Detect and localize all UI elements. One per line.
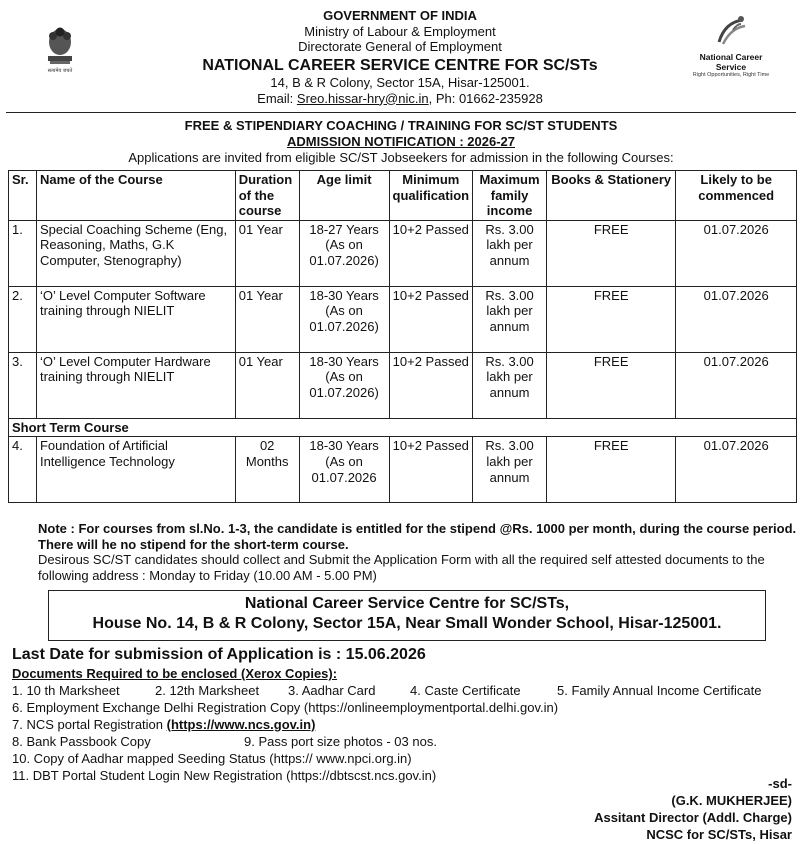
note-bold: Note : For courses from sl.No. 1-3, the candidate is entitled for the stipend @Rs. 1000 per month, during the course period. There will he no stipend for the short-term course.: [38, 521, 797, 552]
ministry-name: Ministry of Labour & Employment: [304, 23, 496, 39]
centre-address: 14, B & R Colony, Sector 15A, Hisar-125001.: [270, 74, 530, 90]
contact-line: Email: Sreo.hissar-hry@nic.in, Ph: 01662-235928: [257, 90, 543, 106]
list-item: 2. 12th Marksheet: [155, 682, 260, 698]
ncs-logo-tagline: Right Opportunities, Right Time: [692, 71, 770, 78]
table-row: 3. ‘O’ Level Computer Hardware training through NIELIT 01 Year 18-30 Years (As on 01.07.2026) 10+2 Passed Rs. 3.00 lakh per annum FREE 01.07.2026: [9, 352, 797, 418]
header-commence: Likely to be commenced: [676, 171, 797, 221]
header-divider: [6, 112, 796, 113]
ncs-logo-text: National Career Service: [699, 51, 763, 72]
header-duration: Duration of the course: [235, 171, 299, 221]
submission-address-box: [48, 590, 766, 641]
list-item: 11. DBT Portal Student Login New Registration (https://dbtscst.ncs.gov.in): [12, 767, 437, 783]
signature-block: [594, 776, 792, 844]
table-row: 4. Foundation of Artificial Intelligence Technology 02 Months 18-30 Years (As on 01.07.2026 10+2 Passed Rs. 3.00 lakh per annum FREE 01.07.2026: [9, 437, 797, 503]
invitation-text: Applications are invited from eligible SC/ST Jobseekers for admission in the following Courses:: [128, 150, 674, 166]
last-date: Last Date for submission of Application is : 15.06.2026: [12, 646, 426, 663]
national-emblem-icon: [40, 22, 80, 74]
admission-notification-title: ADMISSION NOTIFICATION : 2026-27: [286, 133, 515, 149]
header-books: Books & Stationery: [547, 171, 676, 221]
header-sr: Sr.: [9, 171, 37, 221]
courses-table: [8, 170, 797, 503]
letterhead: [0, 0, 802, 112]
table-header-row: [9, 171, 797, 221]
address-line-2: House No. 14, B & R Colony, Sector 15A, Near Small Wonder School, Hisar-125001.: [92, 615, 722, 632]
notification-titles: [0, 118, 802, 166]
address-line-1: National Career Service Centre for SC/STs,: [244, 595, 570, 612]
emblem-caption: सत्यमेव जयते: [47, 68, 73, 74]
stipend-note: [38, 521, 798, 583]
signatory-designation: Assitant Director (Addl. Charge): [594, 809, 792, 825]
ncs-logo: [686, 14, 776, 84]
list-item: 4. Caste Certificate: [410, 682, 521, 698]
directorate-name: Directorate General of Employment: [298, 39, 502, 55]
ncs-portal-link[interactable]: (https://www.ncs.gov.in): [166, 716, 316, 732]
list-item: 3. Aadhar Card: [288, 682, 376, 698]
note-text: Desirous SC/ST candidates should collect and Submit the Application Form with all the required self attested documents to the following address : Monday to Friday (10.00 AM - 5.00 PM): [38, 552, 765, 583]
documents-list: [12, 666, 792, 784]
centre-name: NATIONAL CAREER SERVICE CENTRE FOR SC/STs: [202, 56, 598, 74]
signatory-office: NCSC for SC/STs, Hisar: [646, 826, 792, 842]
list-item: 1. 10 th Marksheet: [12, 682, 120, 698]
short-term-label: Short Term Course: [9, 418, 797, 437]
list-item: 6. Employment Exchange Delhi Registration Copy (https://onlineemploymentportal.delhi.gov.in): [12, 699, 559, 715]
list-item: 9. Pass port size photos - 03 nos.: [244, 733, 437, 749]
table-row: 2. ‘O’ Level Computer Software training through NIELIT 01 Year 18-30 Years (As on 01.07.2026) 10+2 Passed Rs. 3.00 lakh per annum FREE 01.07.2026: [9, 286, 797, 352]
email-link[interactable]: Sreo.hissar-hry@nic.in: [296, 90, 429, 106]
notification-heading: FREE & STIPENDIARY COACHING / TRAINING FOR SC/ST STUDENTS: [184, 118, 618, 133]
documents-row-1: [12, 683, 792, 700]
short-term-section-row: [9, 418, 797, 437]
header-qualification: Minimum qualification: [389, 171, 473, 221]
list-item: 7. NCS portal Registration (https://www.ncs.gov.in): [12, 716, 316, 732]
header-course-name: Name of the Course: [36, 171, 235, 221]
header-age-limit: Age limit: [299, 171, 389, 221]
list-item: 5. Family Annual Income Certificate: [557, 682, 762, 698]
signature-sd: -sd-: [768, 776, 792, 791]
list-item: 8. Bank Passbook Copy: [12, 733, 151, 749]
government-title: GOVERNMENT OF INDIA: [323, 8, 477, 23]
ncs-logo-icon: [711, 14, 751, 46]
header-income: Maximum family income: [473, 171, 547, 221]
list-item: 10. Copy of Aadhar mapped Seeding Status (https:// www.npci.org.in): [12, 750, 412, 766]
signatory-name: (G.K. MUKHERJEE): [671, 792, 792, 808]
table-row: 1. Special Coaching Scheme (Eng, Reasoning, Maths, G.K Computer, Stenography) 01 Year 18-27 Years (As on 01.07.2026) 10+2 Passed Rs. 3.00 lakh per annum FREE 01.07.2026: [9, 220, 797, 286]
documents-heading: Documents Required to be enclosed (Xerox Copies):: [12, 666, 338, 681]
